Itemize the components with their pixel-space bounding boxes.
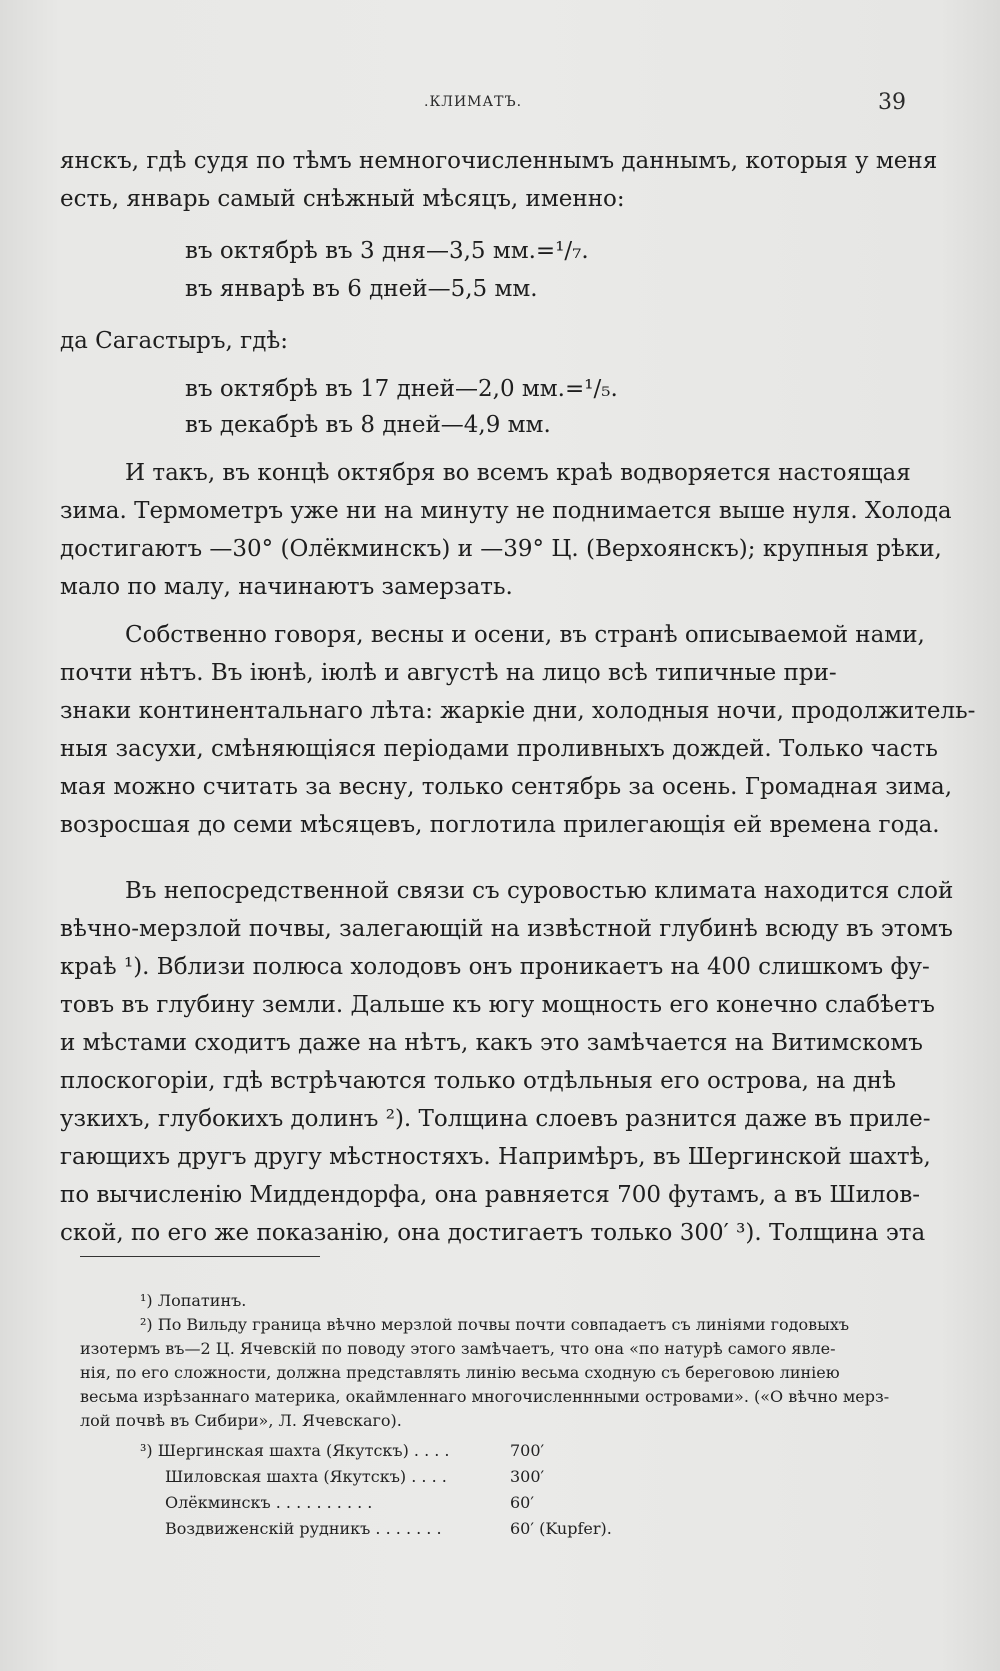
page-header: [0, 90, 1000, 120]
depth-table-location: ³) Шергинская шахта (Якутскъ) . . . .: [140, 1441, 450, 1460]
footnote-2-line: лой почвѣ въ Сибири», Л. Ячевскаго).: [80, 1411, 402, 1430]
text-line: Въ непосредственной связи съ суровостью климата находится слой: [125, 878, 954, 904]
depth-table-row: [165, 1518, 612, 1540]
text-line: И такъ, въ концѣ октября во всемъ краѣ водворяется настоящая: [125, 460, 911, 486]
text-line: мало по малу, начинаютъ замерзать.: [60, 574, 513, 600]
text-line: гающихъ другъ другу мѣстностяхъ. Напримѣръ, въ Шергинской шахтѣ,: [60, 1144, 931, 1170]
footnote-2-line: изотермъ въ—2 Ц. Ячевскій по поводу этого замѣчаетъ, что она «по натурѣ самого явле-: [80, 1339, 836, 1358]
text-line: ныя засухи, смѣняющіяся періодами проливныхъ дождей. Только часть: [60, 736, 938, 762]
depth-table-location: Шиловская шахта (Якутскъ) . . . .: [165, 1467, 447, 1486]
footnote-2-line: ²) По Вильду граница вѣчно мерзлой почвы почти совпадаетъ съ линіями годовыхъ: [140, 1315, 850, 1334]
depth-table-row: [140, 1440, 544, 1462]
depth-table-location: Воздвиженскій рудникъ . . . . . . .: [165, 1519, 442, 1538]
depth-table-row: [165, 1466, 544, 1488]
text-line: янскъ, гдѣ судя по тѣмъ немногочисленнымъ даннымъ, которыя у меня: [60, 148, 938, 174]
text-line: достигаютъ —30° (Олёкминскъ) и —39° Ц. (Верхоянскъ); крупныя рѣки,: [60, 536, 942, 562]
text-line: въ октябрѣ въ 17 дней—2,0 мм.=¹/₅.: [185, 376, 618, 402]
footnote-2-line: весьма изрѣзаннаго материка, окаймленнаго многочисленнными островами». («О вѣчно мерз-: [80, 1387, 890, 1406]
text-line: въ январѣ въ 6 дней—5,5 мм.: [185, 276, 538, 302]
text-line: узкихъ, глубокихъ долинъ ²). Толщина слоевъ разнится даже въ приле-: [60, 1106, 931, 1132]
depth-table-value: 60′: [510, 1493, 534, 1512]
footnote-2-line: нія, по его сложности, должна представлять линію весьма сходную съ береговою линіею: [80, 1363, 840, 1382]
depth-table-row: [165, 1492, 534, 1514]
text-line: зима. Термометръ уже ни на минуту не поднимается выше нуля. Холода: [60, 498, 952, 524]
text-line: Собственно говоря, весны и осени, въ странѣ описываемой нами,: [125, 622, 925, 648]
text-line: ской, по его же показанію, она достигаетъ только 300′ ³). Толщина эта: [60, 1220, 926, 1246]
footnote-1: ¹) Лопатинъ.: [140, 1291, 247, 1310]
text-line: въ октябрѣ въ 3 дня—3,5 мм.=¹/₇.: [185, 238, 589, 264]
text-line: и мѣстами сходитъ даже на нѣтъ, какъ это замѣчается на Витимскомъ: [60, 1030, 923, 1056]
text-line: есть, январь самый снѣжный мѣсяцъ, именно:: [60, 186, 625, 212]
text-line: плоскогоріи, гдѣ встрѣчаются только отдѣльныя его острова, на днѣ: [60, 1068, 896, 1094]
depth-table-location: Олёкминскъ . . . . . . . . . .: [165, 1493, 373, 1512]
depth-table-value: 700′: [510, 1441, 545, 1460]
text-line: почти нѣтъ. Въ іюнѣ, іюлѣ и августѣ на лицо всѣ типичные при-: [60, 660, 837, 686]
text-line: возросшая до семи мѣсяцевъ, поглотила прилегающія ей времена года.: [60, 812, 940, 838]
text-line: мая можно считать за весну, только сентябрь за осень. Громадная зима,: [60, 774, 953, 800]
depth-table-value: 300′: [510, 1467, 545, 1486]
depth-table-value: 60′ (Kupfer).: [510, 1519, 612, 1538]
text-line: товъ въ глубину земли. Дальше къ югу мощность его конечно слабѣетъ: [60, 992, 935, 1018]
text-line: знаки континентальнаго лѣта: жаркіе дни, холодныя ночи, продолжитель-: [60, 698, 976, 724]
text-line: въ декабрѣ въ 8 дней—4,9 мм.: [185, 412, 551, 438]
page-number: 39: [878, 90, 906, 115]
text-line: вѣчно-мерзлой почвы, залегающій на извѣстной глубинѣ всюду въ этомъ: [60, 916, 953, 942]
text-line: краѣ ¹). Вблизи полюса холодовъ онъ проникаетъ на 400 слишкомъ фу-: [60, 954, 930, 980]
footnote-divider: [80, 1256, 320, 1257]
text-line: да Сагастыръ, гдѣ:: [60, 328, 288, 354]
running-title: .КЛИМАТЪ.: [424, 94, 523, 110]
text-line: по вычисленію Миддендорфа, она равняется 700 футамъ, а въ Шилов-: [60, 1182, 921, 1208]
